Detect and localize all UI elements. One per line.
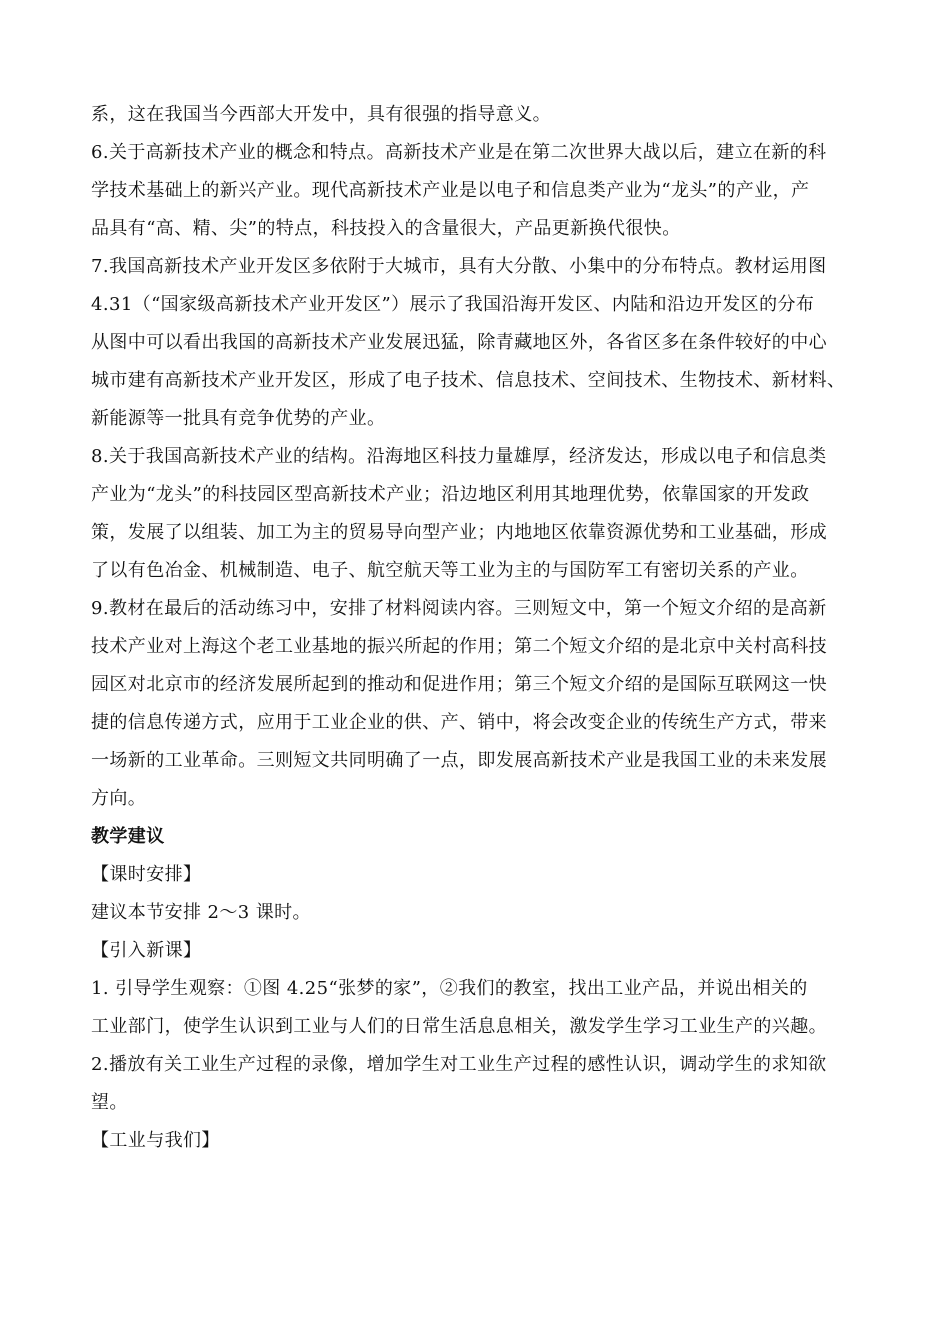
paragraph-line: 望。	[91, 1092, 128, 1113]
paragraph-line: 系，这在我国当今西部大开发中，具有很强的指导意义。	[91, 104, 551, 125]
paragraph-line: 技术产业对上海这个老工业基地的振兴所起的作用；第二个短文介绍的是北京中关村高科技	[91, 636, 827, 657]
paragraph-line: 新能源等一批具有竞争优势的产业。	[91, 408, 386, 429]
paragraph-line: 4.31（“国家级高新技术产业开发区”）展示了我国沿海开发区、内陆和沿边开发区的分布	[91, 294, 815, 315]
paragraph-line: 方向。	[91, 788, 147, 809]
document-page	[91, 96, 881, 1160]
paragraph-line: 了以有色冶金、机械制造、电子、航空航天等工业为主的与国防军工有密切关系的产业。	[91, 560, 809, 581]
paragraph-line: 产业为“龙头”的科技园区型高新技术产业；沿边地区利用其地理优势，依靠国家的开发政	[91, 484, 810, 505]
paragraph-line: 9.教材在最后的活动练习中，安排了材料阅读内容。三则短文中，第一个短文介绍的是高新	[91, 598, 827, 619]
paragraph-line: 捷的信息传递方式，应用于工业企业的供、产、销中，将会改变企业的传统生产方式，带来	[91, 712, 827, 733]
paragraph-line: 品具有“高、精、尖”的特点，科技投入的含量很大，产品更新换代很快。	[91, 218, 681, 239]
paragraph-line: 2.播放有关工业生产过程的录像，增加学生对工业生产过程的感性认识，调动学生的求知欲	[91, 1054, 827, 1075]
paragraph-line: 园区对北京市的经济发展所起到的推动和促进作用；第三个短文介绍的是国际互联网这一快	[91, 674, 827, 695]
paragraph-line: 城市建有高新技术产业开发区，形成了电子技术、信息技术、空间技术、生物技术、新材料、	[91, 370, 846, 391]
paragraph-line: 1. 引导学生观察：①图 4.25“张梦的家”，②我们的教室，找出工业产品，并说出相关的	[91, 978, 808, 999]
paragraph-line: 8.关于我国高新技术产业的结构。沿海地区科技力量雄厚，经济发达，形成以电子和信息类	[91, 446, 827, 467]
paragraph-line: 策，发展了以组装、加工为主的贸易导向型产业；内地地区依靠资源优势和工业基础，形成	[91, 522, 827, 543]
subsection-title: 【课时安排】	[91, 864, 202, 885]
paragraph-line: 建议本节安排 2～3 课时。	[91, 902, 311, 923]
paragraph-line: 工业部门，使学生认识到工业与人们的日常生活息息相关，激发学生学习工业生产的兴趣。	[91, 1016, 827, 1037]
paragraph-line: 7.我国高新技术产业开发区多依附于大城市，具有大分散、小集中的分布特点。教材运用图	[91, 256, 827, 277]
paragraph-line: 6.关于高新技术产业的概念和特点。高新技术产业是在第二次世界大战以后，建立在新的科	[91, 142, 827, 163]
paragraph-line: 学技术基础上的新兴产业。现代高新技术产业是以电子和信息类产业为“龙头”的产业，产	[91, 180, 810, 201]
subsection-title: 【工业与我们】	[91, 1130, 220, 1151]
paragraph-line: 从图中可以看出我国的高新技术产业发展迅猛，除青藏地区外，各省区多在条件较好的中心	[91, 332, 827, 353]
section-heading: 教学建议	[91, 826, 165, 847]
paragraph-line: 一场新的工业革命。三则短文共同明确了一点，即发展高新技术产业是我国工业的未来发展	[91, 750, 827, 771]
subsection-title: 【引入新课】	[91, 940, 202, 961]
